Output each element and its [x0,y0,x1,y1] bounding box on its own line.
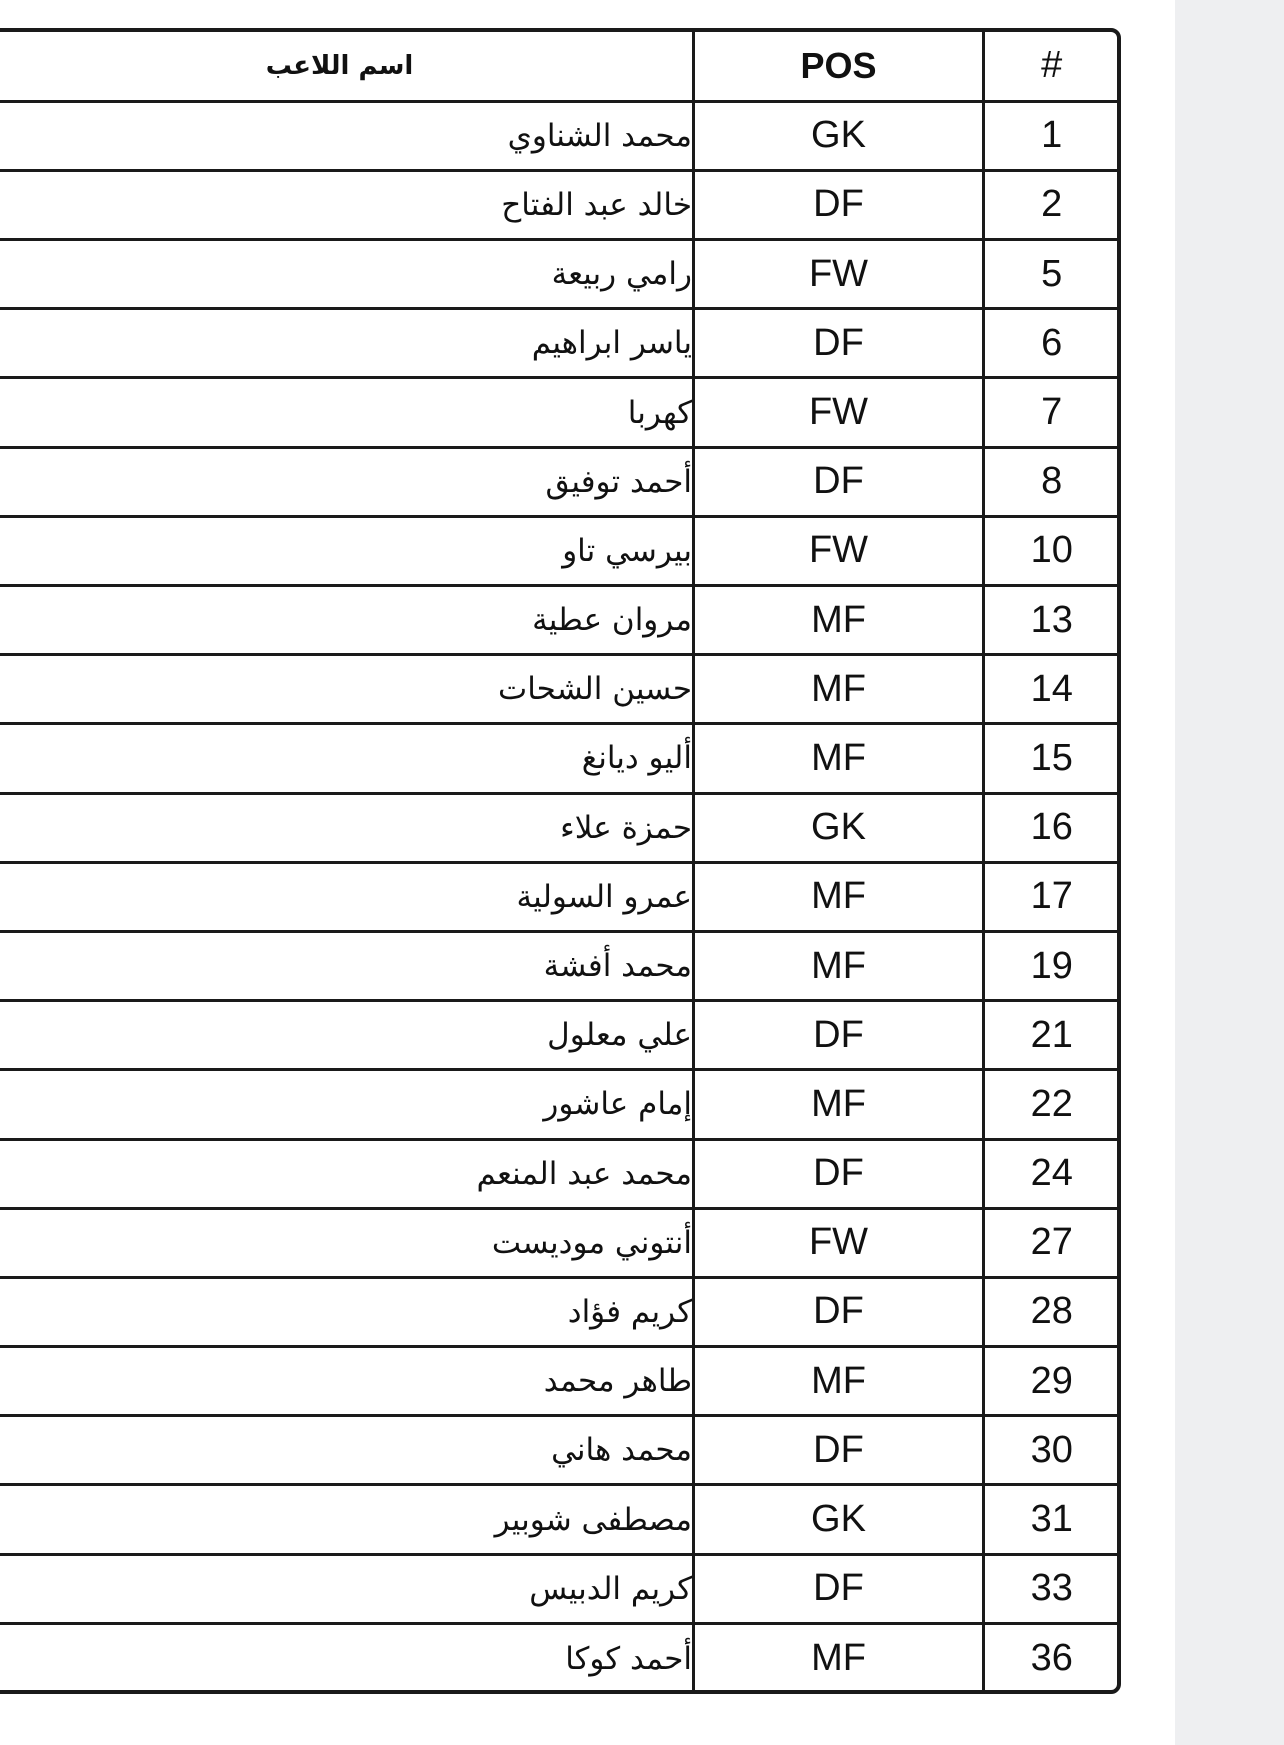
table-row [0,516,1119,585]
table-row [0,655,1119,724]
player-name-cell: مروان عطية [0,586,694,655]
header-player-name: اسم اللاعب [0,32,694,101]
table-row [0,1416,1119,1485]
number-cell: 19 [984,931,1119,1000]
table-row [0,101,1119,170]
number-cell: 24 [984,1139,1119,1208]
position-cell: DF [694,447,984,516]
table-row [0,170,1119,239]
table-row [0,1623,1119,1692]
number-cell: 16 [984,793,1119,862]
table-row [0,1070,1119,1139]
number-cell: 21 [984,1001,1119,1070]
player-name-cell: بيرسي تاو [0,516,694,585]
header-row [0,32,1119,101]
player-name-cell: أحمد توفيق [0,447,694,516]
position-cell: MF [694,1347,984,1416]
player-name-cell: حمزة علاء [0,793,694,862]
player-name-cell: خالد عبد الفتاح [0,170,694,239]
position-cell: FW [694,240,984,309]
position-cell: GK [694,793,984,862]
player-name-cell: محمد أفشة [0,931,694,1000]
player-name-cell: عمرو السولية [0,862,694,931]
position-cell: DF [694,1416,984,1485]
position-cell: MF [694,655,984,724]
player-name-cell: مصطفى شوبير [0,1485,694,1554]
position-cell: MF [694,724,984,793]
table-row [0,1001,1119,1070]
number-cell: 1 [984,101,1119,170]
header-number: # [984,32,1119,101]
number-cell: 29 [984,1347,1119,1416]
player-name-cell: ياسر ابراهيم [0,309,694,378]
table-row [0,1347,1119,1416]
position-cell: DF [694,1139,984,1208]
number-cell: 30 [984,1416,1119,1485]
table-row [0,1485,1119,1554]
table-row [0,931,1119,1000]
table-row [0,793,1119,862]
table-row [0,309,1119,378]
position-cell: DF [694,1001,984,1070]
position-cell: DF [694,1554,984,1623]
number-cell: 22 [984,1070,1119,1139]
number-cell: 10 [984,516,1119,585]
player-name-cell: حسين الشحات [0,655,694,724]
number-cell: 8 [984,447,1119,516]
number-cell: 15 [984,724,1119,793]
roster-table-frame [0,28,1121,1694]
table-row [0,378,1119,447]
player-name-cell: رامي ربيعة [0,240,694,309]
player-name-cell: محمد هاني [0,1416,694,1485]
position-cell: MF [694,862,984,931]
player-name-cell: أنتوني موديست [0,1208,694,1277]
position-cell: MF [694,1623,984,1692]
number-cell: 5 [984,240,1119,309]
number-cell: 27 [984,1208,1119,1277]
position-cell: MF [694,1070,984,1139]
player-name-cell: أحمد كوكا [0,1623,694,1692]
player-name-cell: كهربا [0,378,694,447]
header-position: POS [694,32,984,101]
table-row [0,240,1119,309]
number-cell: 31 [984,1485,1119,1554]
player-name-cell: إمام عاشور [0,1070,694,1139]
side-strip [1175,0,1284,1745]
table-row [0,724,1119,793]
position-cell: DF [694,170,984,239]
player-name-cell: علي معلول [0,1001,694,1070]
position-cell: FW [694,378,984,447]
position-cell: DF [694,309,984,378]
position-cell: MF [694,586,984,655]
number-cell: 14 [984,655,1119,724]
position-cell: FW [694,1208,984,1277]
number-cell: 13 [984,586,1119,655]
position-cell: MF [694,931,984,1000]
table-row [0,1208,1119,1277]
number-cell: 33 [984,1554,1119,1623]
table-row [0,862,1119,931]
position-cell: DF [694,1277,984,1346]
player-name-cell: كريم الدبيس [0,1554,694,1623]
player-name-cell: كريم فؤاد [0,1277,694,1346]
position-cell: GK [694,101,984,170]
number-cell: 6 [984,309,1119,378]
number-cell: 7 [984,378,1119,447]
position-cell: GK [694,1485,984,1554]
table-row [0,1277,1119,1346]
table-row [0,586,1119,655]
number-cell: 17 [984,862,1119,931]
roster-table [0,32,1119,1693]
player-name-cell: طاهر محمد [0,1347,694,1416]
roster-body [0,101,1119,1692]
table-row [0,1554,1119,1623]
number-cell: 28 [984,1277,1119,1346]
player-name-cell: أليو ديانغ [0,724,694,793]
table-row [0,447,1119,516]
number-cell: 36 [984,1623,1119,1692]
player-name-cell: محمد عبد المنعم [0,1139,694,1208]
table-row [0,1139,1119,1208]
number-cell: 2 [984,170,1119,239]
player-name-cell: محمد الشناوي [0,101,694,170]
position-cell: FW [694,516,984,585]
